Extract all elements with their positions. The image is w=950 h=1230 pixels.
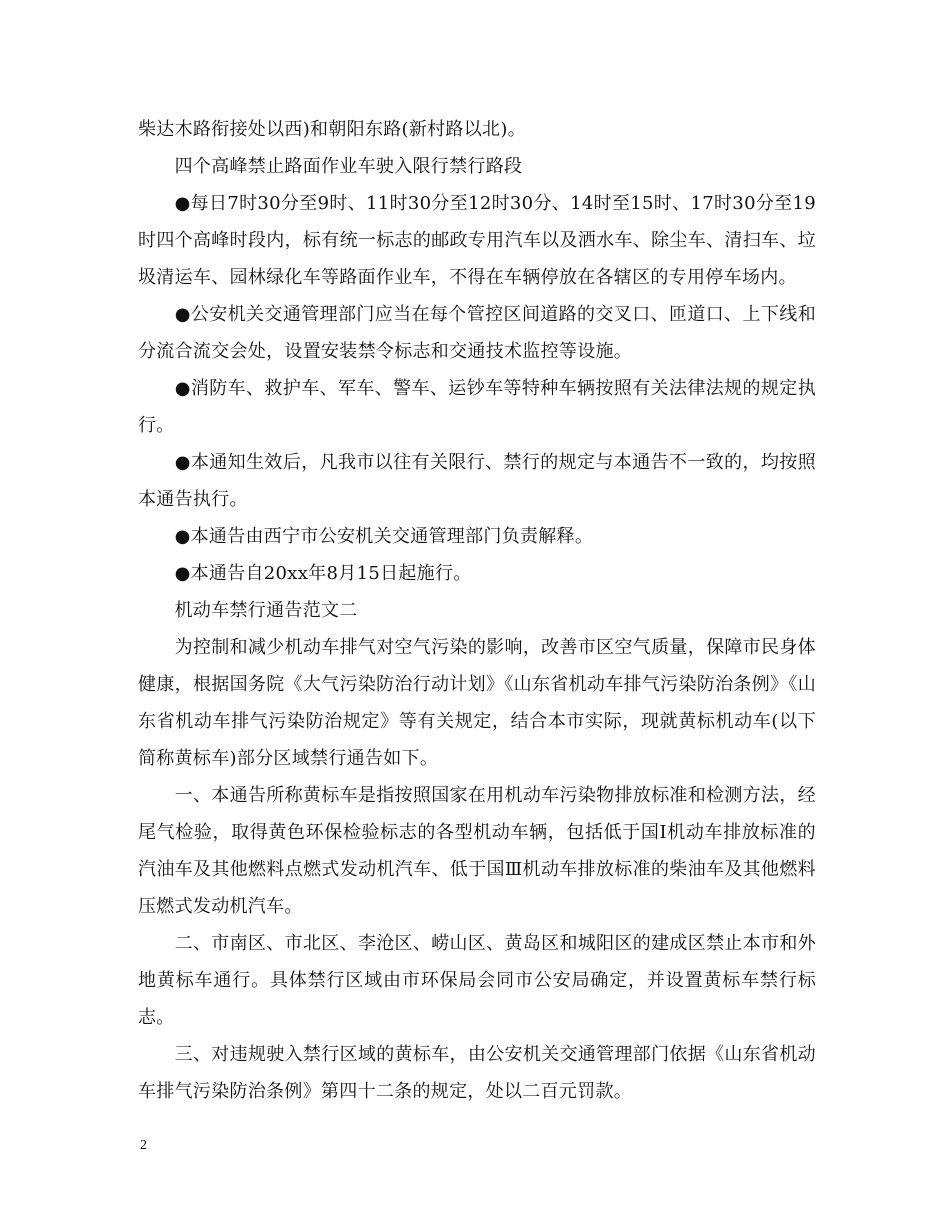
paragraph: 四个高峰禁止路面作业车驶入限行禁行路段 — [138, 156, 523, 177]
paragraph: ●公安机关交通管理部门应当在每个管控区间道路的交叉口、匝道口、上下线和分流合流交会处，设置安装禁令标志和交通技术监控等设施。 — [138, 304, 816, 362]
paragraph: ●本通告自20xx年8月15日起施行。 — [138, 563, 472, 584]
paragraph: 二、市南区、市北区、李沧区、崂山区、黄岛区和城阳区的建成区禁止本市和外地黄标车通行。具体禁行区域由市环保局会同市公安局确定，并设置黄标车禁行标志。 — [138, 933, 816, 1028]
document-body — [138, 111, 816, 1110]
paragraph: ●本通告由西宁市公安机关交通管理部门负责解释。 — [138, 526, 594, 547]
paragraph: 一、本通告所称黄标车是指按照国家在用机动车污染物排放标准和检测方法，经尾气检验，取得黄色环保检验标志的各型机动车辆，包括低于国Ⅰ机动车排放标准的汽油车及其他燃料点燃式发动机汽车、低于国Ⅲ机动车排放标准的柴油车及其他燃料压燃式发动机汽车。 — [138, 785, 816, 917]
page-number: 2 — [140, 1138, 147, 1153]
paragraph: ●消防车、救护车、军车、警车、运钞车等特种车辆按照有关法律法规的规定执行。 — [138, 378, 816, 436]
paragraph: 柴达木路衔接处以西)和朝阳东路(新村路以北)。 — [138, 119, 526, 140]
paragraph: 三、对违规驶入禁行区域的黄标车，由公安机关交通管理部门依据《山东省机动车排气污染防治条例》第四十二条的规定，处以二百元罚款。 — [138, 1044, 816, 1102]
paragraph: ●每日7时30分至9时、11时30分至12时30分、14时至15时、17时30分至19时四个高峰时段内，标有统一标志的邮政专用汽车以及洒水车、除尘车、清扫车、垃圾清运车、园林绿化车等路面作业车，不得在车辆停放在各辖区的专用停车场内。 — [138, 193, 816, 288]
paragraph: 为控制和减少机动车排气对空气污染的影响，改善市区空气质量，保障市民身体健康，根据国务院《大气污染防治行动计划》《山东省机动车排气污染防治条例》《山东省机动车排气污染防治规定》等有关规定，结合本市实际，现就黄标机动车(以下简称黄标车)部分区域禁行通告如下。 — [138, 637, 816, 769]
paragraph: ●本通知生效后，凡我市以往有关限行、禁行的规定与本通告不一致的，均按照本通告执行。 — [138, 452, 816, 510]
section-heading: 机动车禁行通告范文二 — [138, 600, 358, 621]
